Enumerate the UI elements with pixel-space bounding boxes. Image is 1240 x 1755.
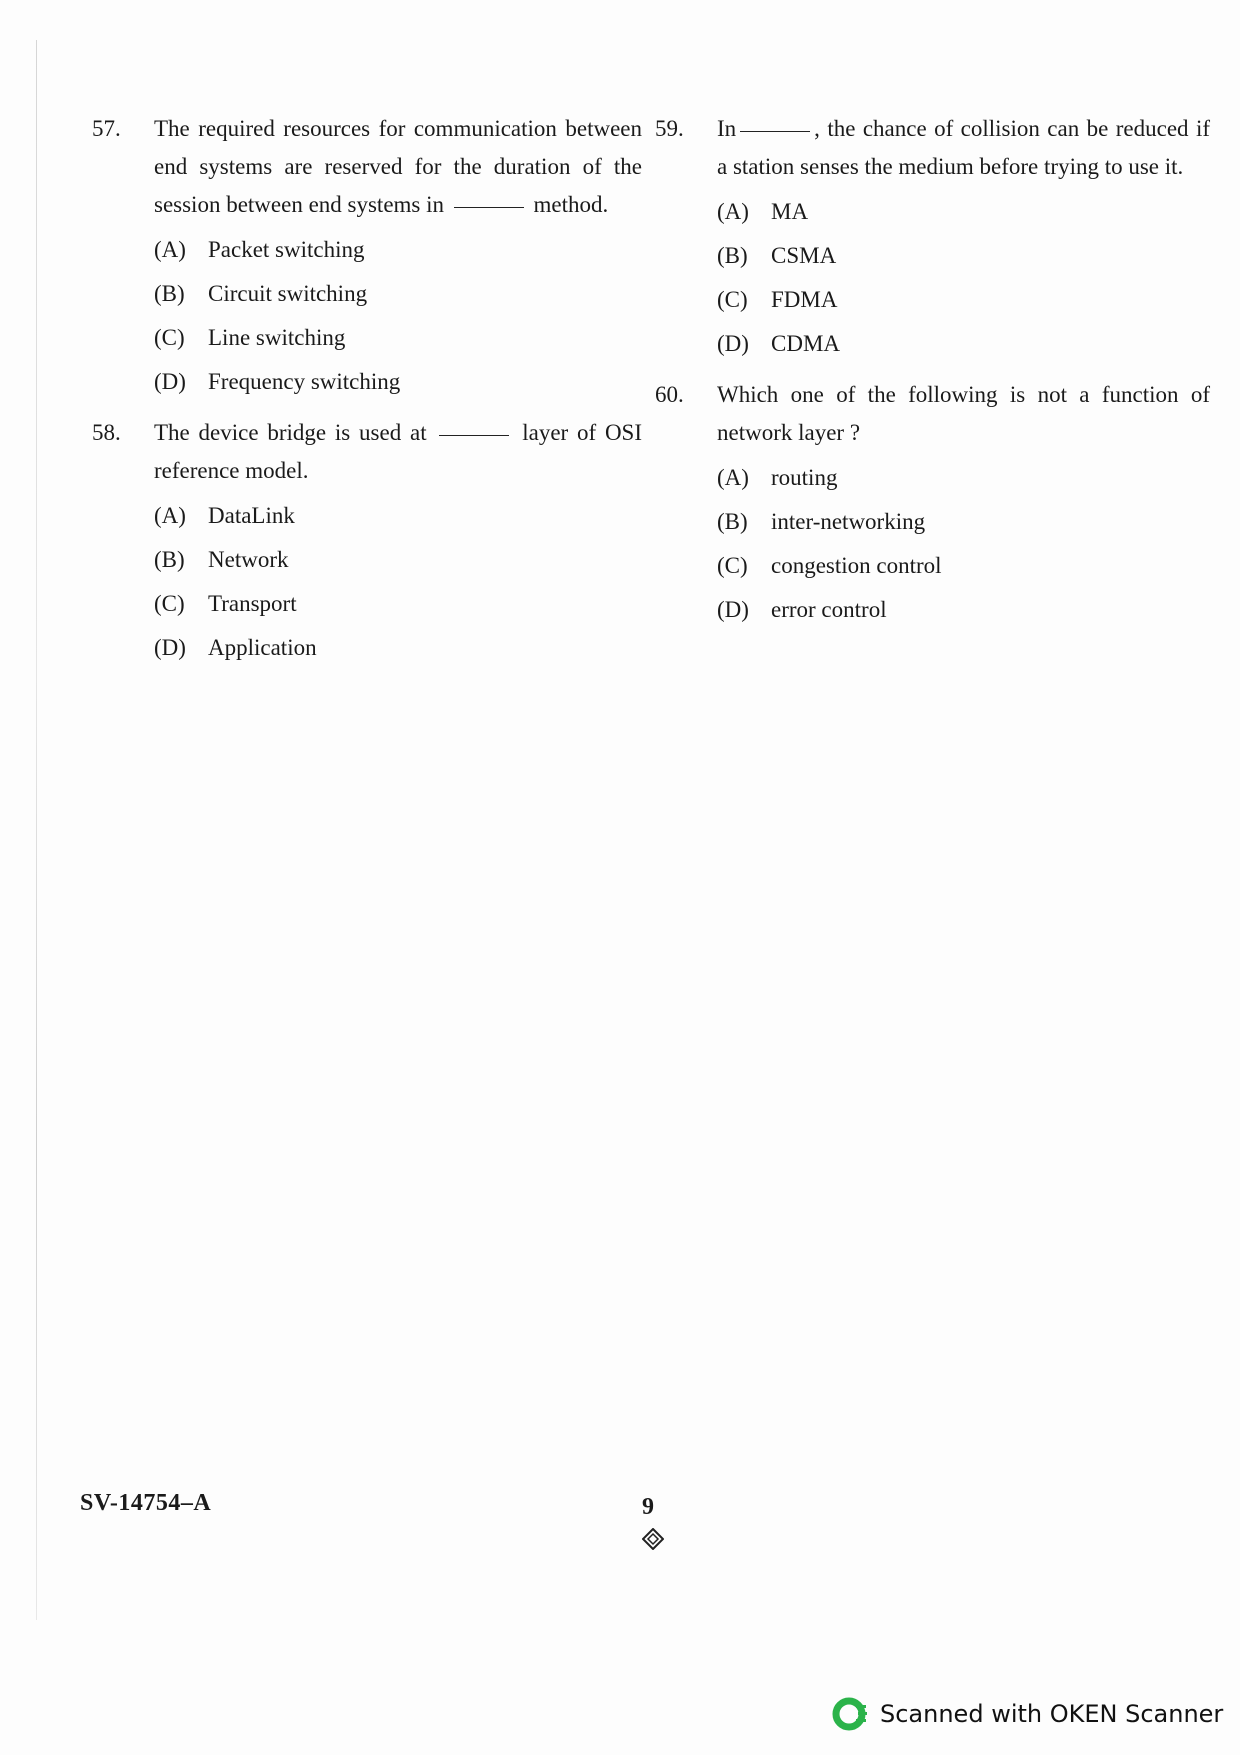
option-label: (A) [154,503,186,528]
answer-blank [454,206,524,208]
option-label: (C) [717,287,748,312]
question-text-part: , the chance of collision can be reduced if a station senses the medium before trying to use it. [717,116,1210,179]
option-label: (A) [717,465,749,490]
option-text: inter-networking [771,509,926,534]
right-column [655,110,1210,642]
option-c [717,280,1210,324]
option-a [154,496,642,540]
question-text-part: In [717,116,737,141]
question-text-part: method. [533,192,609,217]
question-60 [655,376,1210,634]
question-text [717,110,1210,186]
option-d [717,590,1210,634]
option-list [717,458,1210,634]
question-text [154,414,642,490]
option-text: Network [208,547,289,572]
diamond-icon [642,1528,664,1550]
option-c [717,546,1210,590]
question-58 [92,414,642,672]
page-number: 9 [642,1494,654,1520]
option-text: Packet switching [208,237,365,262]
option-a [717,192,1210,236]
question-57 [92,110,642,406]
scanner-watermark [832,1695,1223,1733]
paper-code: SV-14754–A [80,1490,212,1516]
option-text: congestion control [771,553,942,578]
question-59 [655,110,1210,368]
option-label: (A) [154,237,186,262]
option-list [717,192,1210,368]
option-a [154,230,642,274]
question-number: 57. [92,116,121,141]
option-b [154,540,642,584]
option-label: (D) [154,369,186,394]
option-text: FDMA [771,287,838,312]
question-text [154,110,642,224]
answer-blank [740,130,810,132]
option-b [154,274,642,318]
option-label: (C) [154,591,185,616]
option-text: routing [771,465,838,490]
option-text: Frequency switching [208,369,401,394]
option-text: CSMA [771,243,837,268]
option-b [717,236,1210,280]
question-number: 59. [655,116,684,141]
question-text-part: The device bridge is used at [154,420,427,445]
option-label: (D) [717,597,749,622]
answer-blank [439,434,509,436]
option-d [717,324,1210,368]
option-text: Circuit switching [208,281,368,306]
option-label: (D) [154,635,186,660]
question-number: 60. [655,382,684,407]
option-c [154,584,642,628]
scanner-watermark-text: Scanned with OKEN Scanner [880,1700,1224,1728]
option-label: (B) [717,243,748,268]
option-text: MA [771,199,809,224]
option-a [717,458,1210,502]
option-text: DataLink [208,503,295,528]
option-text: error control [771,597,887,622]
question-text-part: layer of OSI reference model. [154,420,642,483]
option-label: (B) [154,281,185,306]
question-text-part: The required resources for communication between end systems are reserved for the duration of the session between end systems in [154,116,642,217]
option-text: Transport [208,591,297,616]
option-text: CDMA [771,331,841,356]
question-text: Which one of the following is not a function of network layer ? [717,382,1210,445]
option-label: (B) [154,547,185,572]
option-label: (C) [717,553,748,578]
option-d [154,362,642,406]
option-list [154,230,642,406]
option-b [717,502,1210,546]
scan-edge-line [36,40,37,1620]
option-label: (A) [717,199,749,224]
option-list [154,496,642,672]
option-d [154,628,642,672]
question-number: 58. [92,420,121,445]
left-column [92,110,642,680]
option-c [154,318,642,362]
option-label: (D) [717,331,749,356]
oken-scanner-logo-icon [832,1695,870,1733]
option-text: Application [208,635,317,660]
option-label: (C) [154,325,185,350]
option-text: Line switching [208,325,346,350]
option-label: (B) [717,509,748,534]
